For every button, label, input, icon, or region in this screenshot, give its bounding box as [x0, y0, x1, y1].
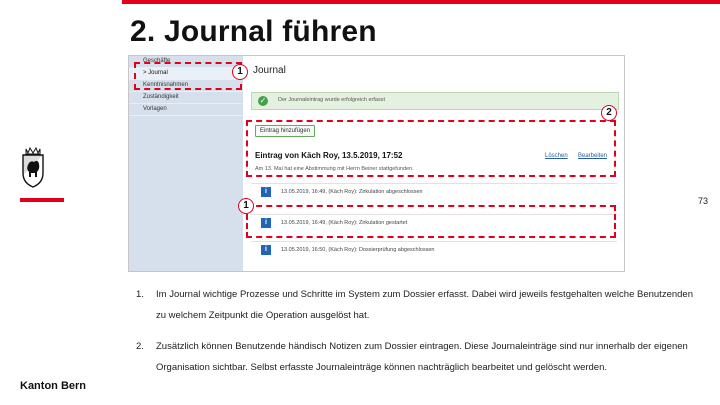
- info-icon: i: [261, 245, 271, 255]
- checkmark-icon: ✓: [259, 96, 267, 105]
- note-text: Im Journal wichtige Prozesse und Schritte im System zum Dossier erfasst. Dabei wird jeweils festgehalten welche Benutzenden zu welchem Zeitpunkt die Operation ausgelöst hat.: [156, 289, 693, 321]
- journal-heading: Journal: [253, 65, 286, 76]
- notes-list: [136, 284, 696, 388]
- page-number: 73: [698, 196, 709, 206]
- slide-title: 2. Journal führen: [130, 15, 377, 48]
- journal-row[interactable]: [251, 183, 617, 200]
- top-accent-bar: [122, 0, 720, 4]
- journal-row-text: 13.05.2019, 16:49, (Käch Roy): Zirkulation abgeschlossen: [281, 189, 423, 195]
- sidebar-item-journal[interactable]: > Journal: [129, 68, 243, 80]
- delete-link[interactable]: Löschen: [545, 153, 568, 159]
- sidebar-item-vorlagen[interactable]: Vorlagen: [129, 104, 243, 116]
- note-text: Zusätzlich können Benutzende händisch Notizen zum Dossier eintragen. Diese Journaleinträge sind nur innerhalb der eigenen Organisation sichtbar. Selbst erfasste Journaleinträge können nachträglich bearbeitet und gelöscht werden.: [156, 341, 688, 373]
- callout-box-manual-entry: [246, 120, 616, 177]
- add-entry-button[interactable]: Eintrag hinzufügen: [255, 125, 315, 137]
- bern-crest-icon: [20, 145, 46, 189]
- callout-box-system-entry: [246, 205, 616, 238]
- entry-text: Am 13. Mai hat eine Abstimmung mit Herrn Beiner stattgefunden.: [255, 166, 414, 172]
- info-icon: i: [261, 187, 271, 197]
- entry-header: Eintrag von Käch Roy, 13.5.2019, 17:52: [255, 151, 403, 160]
- sidebar-item-kenntnisnahmen[interactable]: Kenntnisnahmen: [129, 80, 243, 92]
- note-item: [136, 336, 696, 378]
- callout-badge-2: 2: [601, 105, 617, 121]
- note-item: [136, 284, 696, 326]
- note-number: 1.: [136, 289, 144, 300]
- sidebar-item-zustaendigkeit[interactable]: Zuständigkeit: [129, 92, 243, 104]
- note-number: 2.: [136, 341, 144, 352]
- brand-red-line: [20, 198, 64, 202]
- callout-badge-1: 1: [232, 64, 248, 80]
- sidebar-item-geschaefte[interactable]: Geschäfte: [129, 56, 243, 68]
- footer-org-name: Kanton Bern: [20, 380, 86, 392]
- callout-badge-1: 1: [238, 198, 254, 214]
- journal-row-text: 13.05.2019, 16:50, (Käch Roy): Dossierprüfung abgeschlossen: [281, 247, 435, 253]
- callout-box-sidebar-journal: [134, 62, 242, 90]
- journal-row[interactable]: [251, 241, 617, 258]
- info-icon: i: [261, 218, 271, 228]
- edit-link[interactable]: Bearbeiten: [578, 153, 608, 159]
- success-alert: [251, 92, 619, 110]
- success-message: Der Journaleintrag wurde erfolgreich erfasst: [278, 97, 385, 103]
- journal-row-text: 13.05.2019, 16:49, (Käch Roy): Zirkulation gestartet: [281, 220, 408, 226]
